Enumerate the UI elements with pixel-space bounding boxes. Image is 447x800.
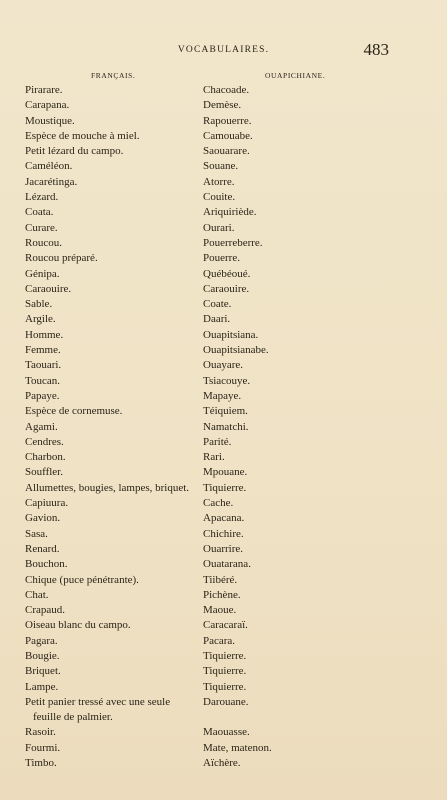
vocabulary-row: [0, 175, 447, 190]
ouapichiane-term: Coate.: [203, 298, 232, 311]
french-term: Renard.: [25, 542, 60, 555]
french-term: Agami.: [25, 420, 58, 433]
vocabulary-row: [0, 634, 447, 649]
ouapichiane-term: Apacana.: [203, 512, 245, 525]
page-number: 483: [363, 40, 389, 59]
ouapichiane-term: Mapaye.: [203, 389, 242, 402]
ouapichiane-term: Parité.: [203, 435, 232, 448]
french-term: Espèce de mouche à miel.: [25, 129, 140, 142]
french-term: Bougie.: [25, 649, 60, 662]
ouapichiane-term: Québéoué.: [203, 267, 251, 280]
french-term: Roucou.: [25, 236, 62, 249]
vocabulary-row: [0, 603, 447, 618]
french-term: Chat.: [25, 588, 49, 601]
french-term: Allumettes, bougies, lampes, briquet.: [25, 481, 190, 494]
french-term: Pirarare.: [25, 84, 63, 96]
french-term: Petit lézard du campo.: [25, 145, 124, 158]
ouapichiane-term: Ouapitsianabe.: [203, 344, 269, 357]
french-term: Souffler.: [25, 466, 63, 479]
french-term: Charbon.: [25, 451, 66, 464]
ouapichiane-term: Souane.: [203, 160, 239, 173]
french-term: Papaye.: [25, 389, 60, 402]
french-term: Lézard.: [25, 191, 59, 204]
ouapichiane-term: Maouasse.: [203, 726, 250, 739]
french-term: Curare.: [25, 221, 58, 234]
vocabulary-row: [0, 450, 447, 465]
vocabulary-row: [0, 297, 447, 312]
vocabulary-row: [0, 374, 447, 389]
ouapichiane-term: Rari.: [203, 451, 225, 464]
vocabulary-row: [0, 618, 447, 633]
vocabulary-row: [0, 420, 447, 435]
vocabulary-row: [0, 251, 447, 266]
ouapichiane-term: Caracaraï.: [203, 619, 248, 632]
ouapichiane-term: Tiibéré.: [203, 573, 238, 586]
ouapichiane-term: Daari.: [203, 313, 231, 326]
french-term: Briquet.: [25, 665, 61, 678]
ouapichiane-term: Pouerre.: [203, 252, 240, 265]
ouapichiane-term: Maoue.: [203, 604, 237, 617]
ouapichiane-term: Pouerreberre.: [203, 236, 263, 249]
french-term: Rasoir.: [25, 726, 56, 739]
french-term: Crapaud.: [25, 604, 66, 617]
vocabulary-row: [0, 221, 447, 236]
ouapichiane-term: Atorre.: [203, 175, 235, 188]
ouapichiane-term: Tiquierre.: [203, 649, 247, 662]
french-term: Chique (puce pénétrante).: [25, 573, 139, 586]
vocabulary-row: [0, 389, 447, 404]
vocabulary-row: [0, 496, 447, 511]
vocabulary-row: [0, 129, 447, 144]
column-header-ouapichiane: OUAPICHIANE.: [265, 71, 326, 80]
ouapichiane-term: Camouabe.: [203, 129, 253, 142]
vocabulary-row: [0, 190, 447, 205]
running-title: VOCABULAIRES.: [177, 45, 270, 55]
ouapichiane-term: Tiquierre.: [203, 665, 247, 678]
french-term: Bouchon.: [25, 558, 68, 571]
french-term: Gavion.: [25, 512, 61, 525]
french-term: Oiseau blanc du campo.: [25, 619, 131, 632]
vocabulary-row: [0, 557, 447, 572]
french-term: Pagara.: [25, 634, 58, 647]
vocabulary-row: [0, 98, 447, 113]
vocabulary-row: [0, 343, 447, 358]
vocabulary-row: [0, 205, 447, 220]
vocabulary-row: [0, 680, 447, 695]
ouapichiane-term: Ouatarana.: [203, 558, 251, 571]
ouapichiane-term: Pichène.: [203, 588, 241, 601]
french-term: Homme.: [25, 328, 64, 341]
vocabulary-row: [0, 144, 447, 159]
french-term-text: Petit panier tressé avec une seule feuille de palmier.: [25, 695, 171, 724]
french-term: Roucou préparé.: [25, 252, 98, 265]
french-term: Sable.: [25, 298, 53, 311]
vocabulary-row: [0, 83, 447, 98]
ouapichiane-term: Demèse.: [203, 99, 242, 112]
vocabulary-row: [0, 725, 447, 740]
ouapichiane-term: Pacara.: [203, 634, 236, 647]
french-term: Caméléon.: [25, 160, 73, 173]
vocabulary-row: [0, 435, 447, 450]
vocabulary-row: [0, 664, 447, 679]
column-header-french: FRANÇAIS.: [91, 71, 136, 80]
ouapichiane-term: Tiquierre.: [203, 481, 247, 494]
vocabulary-row: [0, 481, 447, 496]
vocabulary-row: [0, 328, 447, 343]
ouapichiane-term: Chacoade.: [203, 84, 250, 96]
french-term: Taouari.: [25, 359, 62, 372]
french-term: Lampe.: [25, 680, 59, 693]
ouapichiane-term: Tiquierre.: [203, 680, 247, 693]
ouapichiane-term: Téiquiem.: [203, 405, 248, 418]
ouapichiane-term: Darouane.: [203, 695, 249, 708]
vocabulary-row: [0, 527, 447, 542]
vocabulary-row: [0, 114, 447, 129]
french-term: Argile.: [25, 313, 56, 326]
ouapichiane-term: Tsiacouye.: [203, 374, 251, 387]
vocabulary-row: [0, 358, 447, 373]
french-term: Capiuura.: [25, 497, 69, 510]
ouapichiane-term: Couite.: [203, 191, 236, 204]
french-term: Timbo.: [25, 757, 57, 770]
vocabulary-row: [0, 588, 447, 603]
ouapichiane-term: Saouarare.: [203, 145, 250, 158]
french-term: Génipa.: [25, 267, 60, 280]
vocabulary-row: [0, 267, 447, 282]
page-header: [0, 40, 447, 60]
ouapichiane-term: Rapouerre.: [203, 114, 252, 127]
vocabulary-row: [0, 542, 447, 557]
vocabulary-row: [0, 282, 447, 297]
french-term: Moustique.: [25, 114, 75, 127]
french-term: Coata.: [25, 206, 54, 219]
ouapichiane-term: Ouapitsiana.: [203, 328, 259, 341]
vocabulary-row: [0, 404, 447, 419]
ouapichiane-term: Caraouire.: [203, 282, 250, 295]
french-term: Toucan.: [25, 374, 60, 387]
ouapichiane-term: Mate, matenon.: [203, 741, 272, 754]
french-term: Fourmi.: [25, 741, 61, 754]
french-term: Carapana.: [25, 99, 70, 112]
ouapichiane-term: Ouayare.: [203, 359, 244, 372]
french-term: Jacarétinga.: [25, 175, 78, 188]
ouapichiane-term: Cache.: [203, 497, 234, 510]
vocabulary-list: [0, 83, 447, 771]
ouapichiane-term: Aïchère.: [203, 757, 241, 770]
vocabulary-row: [0, 573, 447, 588]
vocabulary-row: [0, 695, 447, 726]
vocabulary-row: [0, 465, 447, 480]
vocabulary-row: [0, 741, 447, 756]
ouapichiane-term: Namatchi.: [203, 420, 249, 433]
ouapichiane-term: Mpouane.: [203, 466, 248, 479]
french-term: Cendres.: [25, 435, 64, 448]
french-term: [25, 695, 197, 726]
vocabulary-row: [0, 159, 447, 174]
vocabulary-row: [0, 312, 447, 327]
ouapichiane-term: Ourari.: [203, 221, 235, 234]
vocabulary-row: [0, 236, 447, 251]
french-term: Caraouire.: [25, 282, 72, 295]
ouapichiane-term: Chichire.: [203, 527, 244, 540]
french-term: Espèce de cornemuse.: [25, 405, 123, 418]
ouapichiane-term: Ouarrire.: [203, 542, 244, 555]
french-term: Femme.: [25, 344, 61, 357]
vocabulary-row: [0, 649, 447, 664]
vocabulary-row: [0, 511, 447, 526]
vocabulary-row: [0, 756, 447, 771]
ouapichiane-term: Ariquiriède.: [203, 206, 257, 219]
french-term: Sasa.: [25, 527, 48, 540]
